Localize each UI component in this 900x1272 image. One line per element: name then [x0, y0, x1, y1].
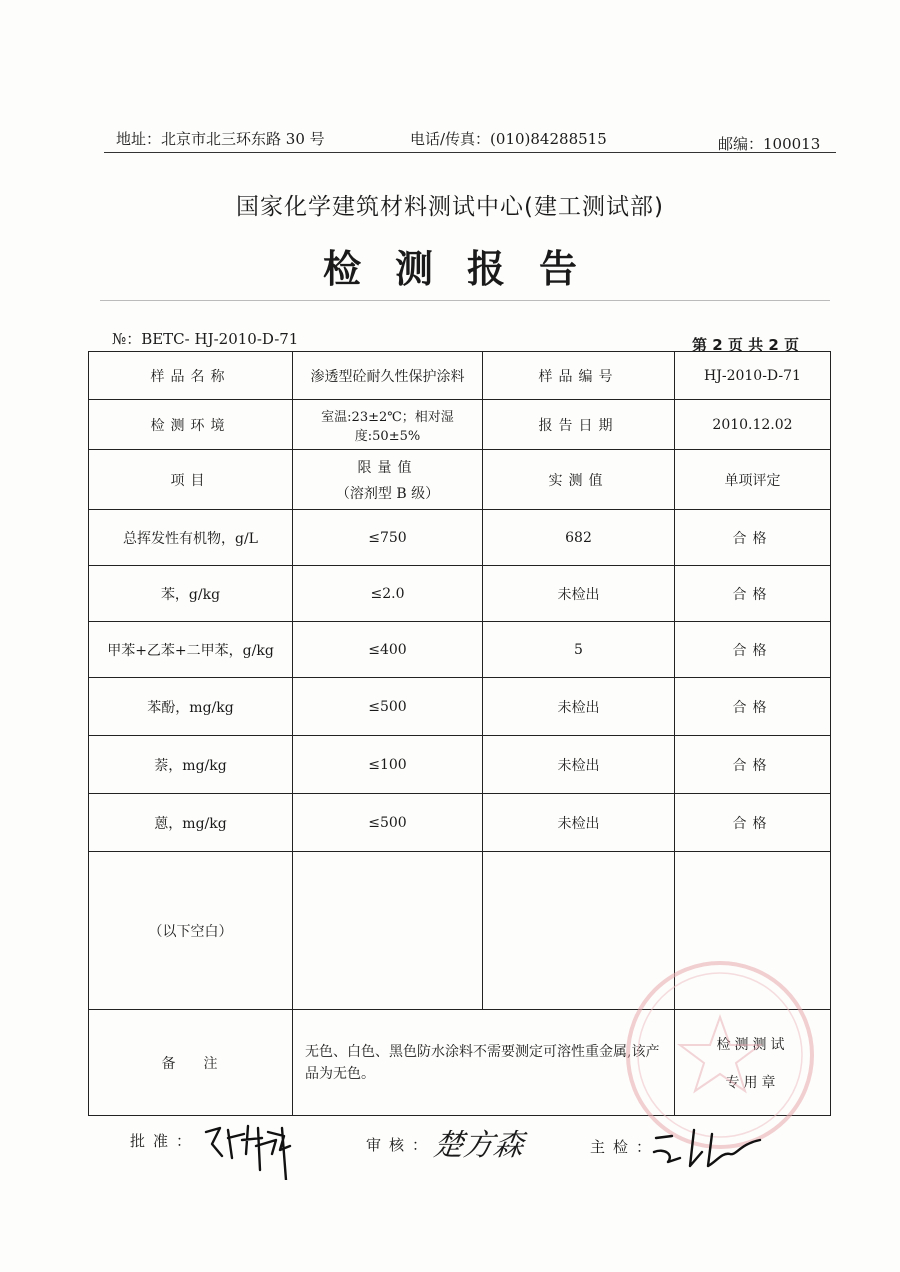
row-limit: ≤750 — [293, 510, 483, 566]
row-item: 苯酚，mg/kg — [89, 678, 293, 736]
row-item: 苯，g/kg — [89, 566, 293, 622]
row-item: 总挥发性有机物，g/L — [89, 510, 293, 566]
col-limit-line1: 限量值 — [357, 459, 418, 476]
blank-cell — [483, 852, 675, 1010]
table-row — [89, 736, 831, 794]
row-verdict: 合格 — [675, 622, 831, 678]
blank-cell — [293, 852, 483, 1010]
postcode: 邮编：100013 — [718, 135, 821, 153]
col-limit-line2: （溶剂型 B 级） — [335, 485, 440, 502]
row-measured: 5 — [483, 622, 675, 678]
approver-signature-icon — [198, 1110, 308, 1180]
row-limit: ≤500 — [293, 794, 483, 852]
row-measured: 未检出 — [483, 678, 675, 736]
inspector-label: 主检： — [590, 1138, 660, 1156]
report-title: 检测报告 — [322, 247, 611, 291]
col-limit-header — [293, 450, 483, 510]
row-limit: ≤100 — [293, 736, 483, 794]
row-measured: 未检出 — [483, 794, 675, 852]
row-item: 萘，mg/kg — [89, 736, 293, 794]
table-row — [89, 566, 831, 622]
seal-line1: 检测测试 — [716, 1036, 789, 1053]
row-limit: ≤400 — [293, 622, 483, 678]
sample-name-label: 样品名称 — [89, 352, 293, 400]
organization-name: 国家化学建筑材料测试中心(建工测试部) — [236, 194, 664, 220]
row-verdict: 合格 — [675, 566, 831, 622]
remarks-text: 无色、白色、黑色防水涂料不需要测定可溶性重金属,该产品为无色。 — [293, 1010, 675, 1116]
row-verdict: 合格 — [675, 794, 831, 852]
table-row — [89, 678, 831, 736]
row-item: 甲苯+乙苯+二甲苯，g/kg — [89, 622, 293, 678]
row-limit: ≤2.0 — [293, 566, 483, 622]
sample-no-label: 样品编号 — [483, 352, 675, 400]
seal-line2: 专用章 — [725, 1074, 780, 1091]
env-label: 检测环境 — [89, 400, 293, 450]
phone-fax: 电话/传真：(010)84288515 — [410, 130, 607, 148]
env-value: 室温:23±2℃；相对湿度:50±5% — [293, 400, 483, 450]
remarks-label: 备注 — [89, 1010, 293, 1116]
document-number: №：BETC- HJ-2010-D-71 — [112, 330, 299, 348]
report-date-value: 2010.12.02 — [675, 400, 831, 450]
reviewer-signature: 楚方森 — [431, 1128, 526, 1163]
col-verdict-header: 单项评定 — [675, 450, 831, 510]
blank-note: （以下空白） — [89, 852, 293, 1010]
sample-name-value: 渗透型砼耐久性保护涂料 — [293, 352, 483, 400]
page-number: 第 2 页 共 2 页 — [692, 336, 799, 354]
header-divider — [104, 152, 836, 153]
row-measured: 682 — [483, 510, 675, 566]
row-verdict: 合格 — [675, 736, 831, 794]
row-measured: 未检出 — [483, 736, 675, 794]
col-item-header: 项目 — [89, 450, 293, 510]
blank-cell — [675, 852, 831, 1010]
row-verdict: 合格 — [675, 678, 831, 736]
approve-label: 批准： — [130, 1132, 200, 1150]
row-verdict: 合格 — [675, 510, 831, 566]
row-measured: 未检出 — [483, 566, 675, 622]
table-row — [89, 622, 831, 678]
blank-row — [89, 852, 831, 1010]
table-row — [89, 794, 831, 852]
sample-no-value: HJ-2010-D-71 — [675, 352, 831, 400]
address: 地址：北京市北三环东路 30 号 — [116, 130, 325, 148]
inspector-signature-icon — [650, 1122, 770, 1172]
table-row — [89, 510, 831, 566]
seal-cell — [675, 1010, 831, 1116]
remarks-row — [89, 1010, 831, 1116]
review-label: 审核： — [366, 1136, 436, 1154]
report-table — [88, 351, 831, 1116]
row-item: 蒽，mg/kg — [89, 794, 293, 852]
col-measured-header: 实测值 — [483, 450, 675, 510]
row-limit: ≤500 — [293, 678, 483, 736]
title-divider — [100, 300, 830, 301]
report-date-label: 报告日期 — [483, 400, 675, 450]
